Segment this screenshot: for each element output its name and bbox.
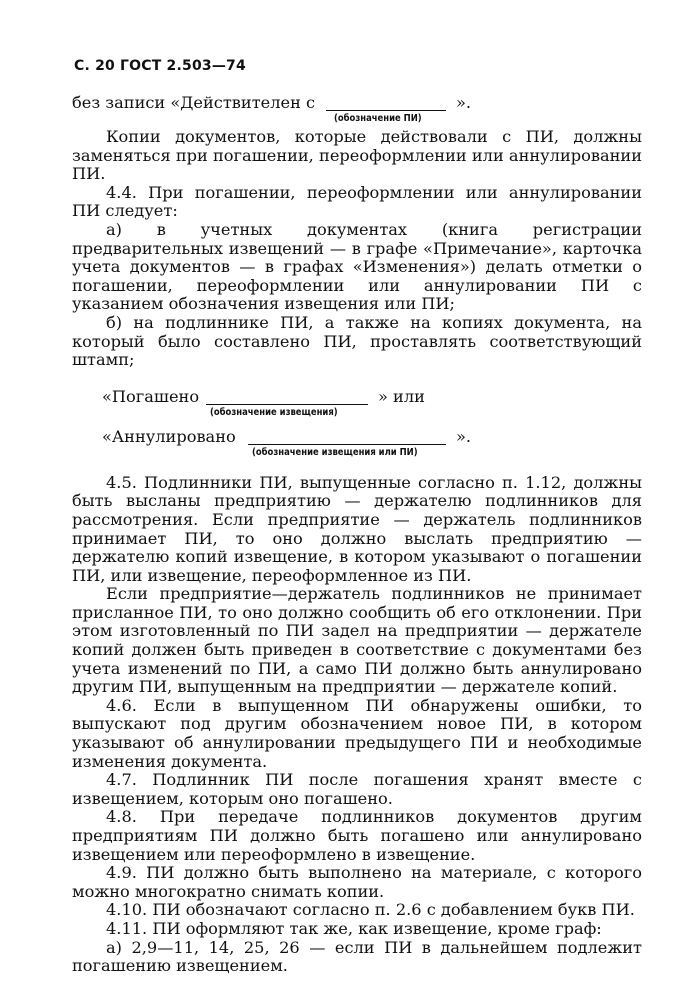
paragraph-4-8: 4.8. При передаче подлинников документов другим предприятиям ПИ должно быть погашено или аннулировано извещением или переоформлено в извещение.: [72, 807, 642, 864]
stamp-cancelled-text: «Погашено: [102, 386, 200, 406]
valid-from-close: ».: [456, 93, 472, 112]
stamp-cancelled-blank: [206, 404, 368, 405]
paragraph-4-7: 4.7. Подлинник ПИ после погашения хранят вместе с извещением, которым оно погашено.: [72, 770, 642, 808]
paragraph-4-11-a: а) 2,9—11, 14, 25, 26 — если ПИ в дальнейшем подлежит погашению извещением.: [72, 937, 642, 976]
paragraph-4-4-a: а) в учетных документах (книга регистрации предварительных извещений — в графе «Примечание», карточка учета документов — в графах «Изменения») делать отметки о погашении, переоформлении или аннулировании ПИ с указанием обозначения извещения или ПИ;: [72, 219, 642, 314]
paragraph-4-5: 4.5. Подлинники ПИ, выпущенные согласно п. 1.12, должны быть высланы предприятию — держателю подлинников для рассмотрения. Если предприятие — держатель подлинников принимает ПИ, то оно должно выслать предприятию — держателю копий извещение, в котором указывают о погашении ПИ, или извещение, переоформленное из ПИ.: [72, 472, 642, 585]
stamp-annulled-caption: (обозначение извещения или ПИ): [252, 446, 418, 458]
stamp-cancelled-close: » или: [378, 386, 425, 406]
stamp-annulled-blank: [248, 444, 446, 445]
paragraph-4-4-b: б) на подлиннике ПИ, а также на копиях документа, на который было составлено ПИ, проставлять соответствующий штамп;: [72, 312, 642, 370]
paragraph-4-4: 4.4. При погашении, переоформлении или аннулировании ПИ следует:: [72, 182, 642, 221]
page-header: С. 20 ГОСТ 2.503—74: [74, 58, 246, 74]
paragraph-4-5-b: Если предприятие—держатель подлинников не принимает присланное ПИ, то оно должно сообщить об его отклонении. При этом изготовленный по ПИ задел на предприятии — держателе копий должен быть приведен в соответствие с документами без учета изменений по ПИ, а само ПИ должно быть аннулировано другим ПИ, выпущенным на предприятии — держателе копий.: [72, 584, 642, 697]
valid-from-caption: (обозначение ПИ): [334, 113, 422, 124]
paragraph-4-9: 4.9. ПИ должно быть выполнено на материале, с которого можно многократно снимать копии.: [72, 863, 642, 901]
stamp-annulled-close: ».: [456, 426, 472, 446]
paragraph-4-10: 4.10. ПИ обозначают согласно п. 2.6 с добавлением букв ПИ.: [106, 900, 635, 920]
paragraph-copies: Копии документов, которые действовали с ПИ, должны заменяться при погашении, переоформлении или аннулировании ПИ.: [72, 127, 642, 184]
valid-from-blank: [326, 110, 446, 111]
paragraph-4-6: 4.6. Если в выпущенном ПИ обнаружены ошибки, то выпускают под другим обозначением новое ПИ, в котором указывают об аннулировании предыдущего ПИ и необходимые изменения документа.: [72, 695, 642, 771]
valid-from-line: [72, 94, 642, 128]
stamp-annulled-text: «Аннулировано: [102, 426, 236, 446]
stamp-cancelled-caption: (обозначение извещения): [210, 406, 338, 418]
valid-from-text: без записи «Действителен с: [72, 93, 316, 112]
stamp-annulled-line: [72, 428, 642, 462]
paragraph-4-11: 4.11. ПИ оформляют так же, как извещение, кроме граф:: [106, 918, 602, 938]
stamp-cancelled-line: [72, 388, 642, 422]
